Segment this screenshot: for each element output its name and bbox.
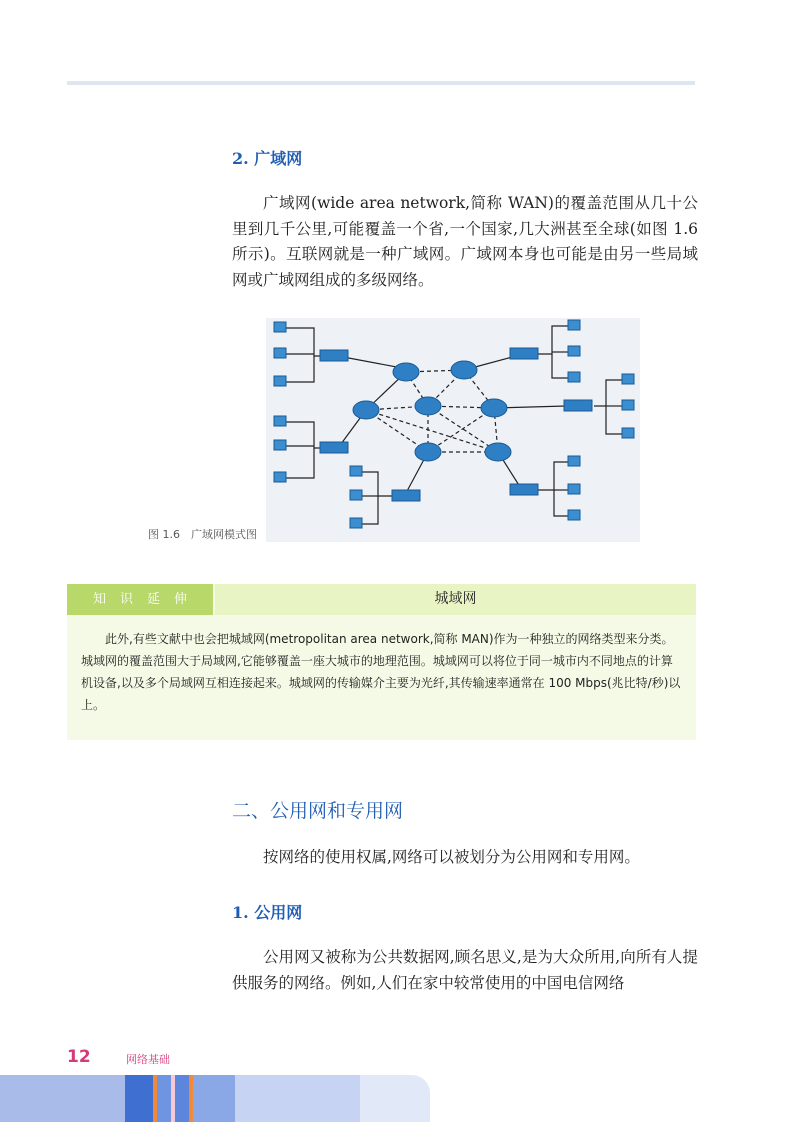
computer-icon [274,416,286,426]
footer-color-band [0,1075,430,1122]
computer-icon [274,322,286,332]
footer-band-segment [0,1075,125,1122]
computer-icon [622,428,634,438]
figure-caption: 图 1.6 广域网模式图 [148,528,257,541]
wan-diagram-svg [266,318,640,542]
computer-icon [274,348,286,358]
footer-band-segment [235,1075,360,1122]
router-icon [393,363,419,381]
footer-book-title: 网络基础 [126,1053,170,1066]
header-rule [67,81,695,85]
router-icon [481,399,507,417]
footer-band-segment [193,1075,235,1122]
public-private-intro: 按网络的使用权属,网络可以被划分为公用网和专用网。 [263,848,640,866]
section-heading-public-private: 二、公用网和专用网 [232,800,404,822]
page-number: 12 [67,1047,91,1067]
router-icon [451,361,477,379]
switch-icon [510,348,538,359]
switch-icon [510,484,538,495]
switch-icon [320,442,348,453]
diagram-routers [353,361,511,461]
knowledge-box-title: 城域网 [215,584,696,615]
computer-icon [350,518,362,528]
switch-icon [564,400,592,411]
wan-diagram [266,318,640,542]
computer-icon [568,346,580,356]
computer-icon [274,376,286,386]
footer-band-segment [157,1075,171,1122]
router-icon [353,401,379,419]
wan-paragraph: 广域网(wide area network,简称 WAN)的覆盖范围从几十公里到几千公里,可能覆盖一个省,一个国家,几大洲甚至全球(如图 1.6 所示)。互联网就是一种广域网。广域网本身也可能是由另一些局域网或广域网组成的多级网络。 [232,194,698,289]
public-paragraph: 公用网又被称为公共数据网,顾名思义,是为大众所用,向所有人提供服务的网络。例如,人们在家中较常使用的中国电信网络 [232,948,698,992]
computer-icon [622,374,634,384]
computer-icon [568,484,580,494]
computer-icon [568,510,580,520]
switch-icon [392,490,420,501]
footer-band-segment [360,1075,430,1122]
computer-icon [350,466,362,476]
computer-icon [568,456,580,466]
switch-icon [320,350,348,361]
knowledge-box-text: 此外,有些文献中也会把城域网(metropolitan area network,简称 MAN)作为一种独立的网络类型来分类。城域网的覆盖范围大于局域网,它能够覆盖一座大城市的地理范围。城域网可以将位于同一城市内不同地点的计算机设备,以及多个局域网互相连接起来。城域网的传输媒介主要为光纤,其传输速率通常在 100 Mbps(兆比特/秒)以上。 [81,632,681,712]
computer-icon [568,320,580,330]
router-icon [415,397,441,415]
computer-icon [274,472,286,482]
router-icon [485,443,511,461]
computer-icon [274,440,286,450]
section-heading-wan: 2. 广域网 [232,149,303,168]
computer-icon [568,372,580,382]
computer-icon [350,490,362,500]
knowledge-box [67,584,696,740]
section-heading-public: 1. 公用网 [232,903,303,922]
knowledge-box-tag: 知识延伸 [67,584,213,615]
computer-icon [622,400,634,410]
router-icon [415,443,441,461]
footer-band-segment [125,1075,153,1122]
footer-band-segment [175,1075,189,1122]
